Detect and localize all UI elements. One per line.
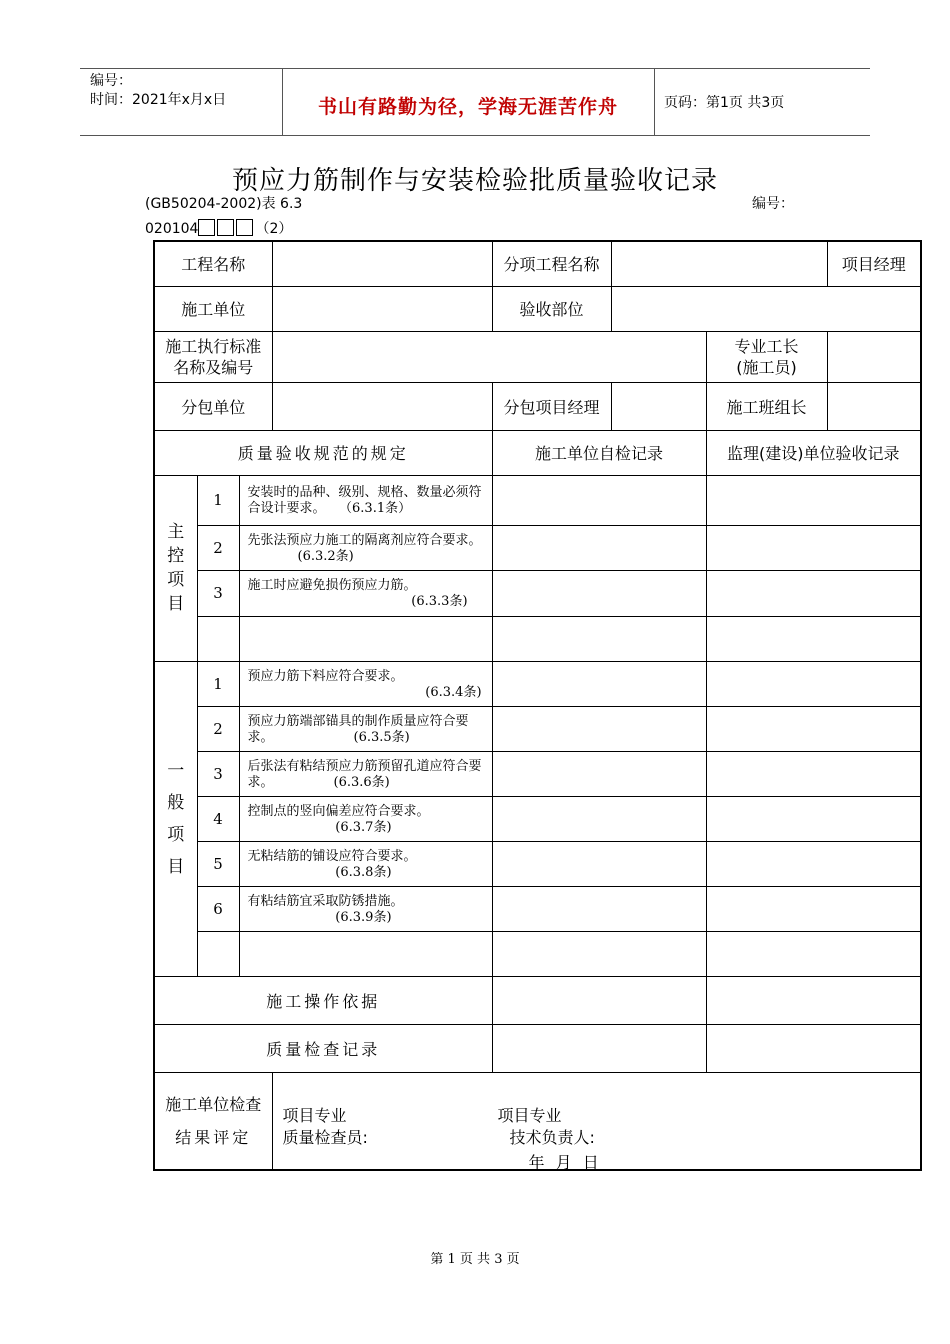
supervision-cell[interactable] bbox=[706, 525, 921, 570]
requirement-text: 先张法预应力施工的隔离剂应符合要求。 bbox=[247, 532, 482, 548]
label-operation-basis: 施工操作依据 bbox=[154, 976, 492, 1024]
item-requirement bbox=[239, 886, 492, 931]
self-check-cell[interactable] bbox=[492, 931, 706, 976]
acceptance-form-table bbox=[153, 240, 922, 1171]
label-line: 技术负责人: bbox=[509, 1127, 595, 1147]
label-line: 名称及编号 bbox=[173, 357, 254, 377]
value-sub-manager[interactable] bbox=[611, 382, 706, 430]
label-line: 施工执行标准 bbox=[165, 336, 262, 356]
standard-ref: (GB50204-2002)表 6.3 bbox=[145, 196, 303, 212]
header-number-label: 编号： bbox=[90, 73, 132, 89]
label-line: (施工员) bbox=[736, 357, 797, 377]
value-project-name[interactable] bbox=[272, 241, 492, 286]
code-box[interactable] bbox=[236, 219, 253, 236]
item-number: 1 bbox=[197, 475, 239, 525]
value-foreman[interactable] bbox=[827, 331, 921, 382]
item-requirement bbox=[239, 525, 492, 570]
header-motto: 书山有路勤为径，学海无涯苦作舟 bbox=[317, 96, 618, 118]
label-sub-manager: 分包项目经理 bbox=[492, 382, 611, 430]
value-operation-basis-supervision[interactable] bbox=[706, 976, 921, 1024]
label-foreman bbox=[706, 331, 827, 382]
supervision-cell[interactable] bbox=[706, 931, 921, 976]
label-char: 项 bbox=[167, 570, 185, 590]
label-char: 主 bbox=[167, 522, 185, 542]
item-number: 4 bbox=[197, 796, 239, 841]
signature-date: 年 月 日 bbox=[528, 1152, 602, 1170]
label-char: 目 bbox=[167, 594, 185, 614]
self-check-cell[interactable] bbox=[492, 570, 706, 616]
item-number: 5 bbox=[197, 841, 239, 886]
item-number-empty bbox=[197, 931, 239, 976]
clause-ref: (6.3.8条) bbox=[335, 864, 392, 880]
self-check-cell[interactable] bbox=[492, 661, 706, 706]
item-requirement bbox=[239, 475, 492, 525]
label-char: 目 bbox=[167, 856, 185, 877]
form-code-suffix: （2） bbox=[255, 221, 293, 237]
value-acceptance-part[interactable] bbox=[611, 286, 921, 331]
header-top-rule bbox=[80, 68, 870, 69]
label-char: 一 bbox=[167, 760, 185, 781]
clause-ref: (6.3.7条) bbox=[335, 819, 392, 835]
label-line: 专业工长 bbox=[734, 336, 799, 356]
item-number-empty bbox=[197, 616, 239, 661]
header-bottom-rule bbox=[80, 135, 870, 136]
supervision-cell[interactable] bbox=[706, 886, 921, 931]
item-number: 3 bbox=[197, 751, 239, 796]
clause-ref: (6.3.4条) bbox=[425, 684, 482, 700]
value-sub-project-name[interactable] bbox=[611, 241, 827, 286]
value-operation-basis[interactable] bbox=[492, 976, 706, 1024]
code-box[interactable] bbox=[198, 219, 215, 236]
self-check-cell[interactable] bbox=[492, 796, 706, 841]
item-requirement bbox=[239, 570, 492, 616]
value-quality-record-supervision[interactable] bbox=[706, 1024, 921, 1072]
requirement-text: 无粘结筋的铺设应符合要求。 bbox=[247, 848, 417, 864]
value-execution-standard[interactable] bbox=[272, 331, 706, 382]
clause-ref: (6.3.2条) bbox=[297, 548, 354, 564]
label-line: 施工单位检查 bbox=[165, 1094, 262, 1114]
requirement-text: 施工时应避免损伤预应力筋。 bbox=[247, 578, 417, 593]
supervision-cell[interactable] bbox=[706, 706, 921, 751]
label-char: 控 bbox=[167, 546, 185, 566]
label-construction-unit: 施工单位 bbox=[154, 286, 272, 331]
item-requirement-empty[interactable] bbox=[239, 616, 492, 661]
label-team-leader: 施工班组长 bbox=[706, 382, 827, 430]
self-check-cell[interactable] bbox=[492, 886, 706, 931]
clause-ref: (6.3.3条) bbox=[411, 594, 468, 609]
section-label-main-items bbox=[154, 475, 197, 661]
self-check-cell[interactable] bbox=[492, 475, 706, 525]
supervision-cell[interactable] bbox=[706, 616, 921, 661]
section-label-general-items bbox=[154, 661, 197, 976]
item-requirement-empty[interactable] bbox=[239, 931, 492, 976]
label-line: 质量检查员: bbox=[282, 1127, 368, 1147]
page-footer: 第 1 页 共 3 页 bbox=[430, 1252, 520, 1267]
form-code-prefix: 020104 bbox=[145, 221, 199, 237]
item-requirement bbox=[239, 661, 492, 706]
requirement-text: 预应力筋下料应符合要求。 bbox=[247, 668, 404, 684]
item-requirement bbox=[239, 706, 492, 751]
form-code bbox=[145, 218, 292, 238]
evaluation-signature-area[interactable] bbox=[272, 1072, 921, 1170]
self-check-cell[interactable] bbox=[492, 841, 706, 886]
supervision-cell[interactable] bbox=[706, 661, 921, 706]
clause-ref: (6.3.5条) bbox=[353, 729, 410, 745]
col-header-supervision: 监理(建设)单位验收记录 bbox=[706, 430, 921, 475]
label-sub-project-name: 分项工程名称 bbox=[492, 241, 611, 286]
item-requirement bbox=[239, 841, 492, 886]
item-requirement bbox=[239, 751, 492, 796]
label-char: 项 bbox=[167, 824, 185, 845]
item-number: 2 bbox=[197, 706, 239, 751]
label-project-manager: 项目经理 bbox=[827, 241, 921, 286]
page-title: 预应力筋制作与安装检验批质量验收记录 bbox=[231, 166, 718, 196]
item-number: 1 bbox=[197, 661, 239, 706]
label-line: 项目专业 bbox=[497, 1105, 562, 1125]
clause-ref: （6.3.1条） bbox=[345, 501, 412, 516]
label-line: 结果评定 bbox=[175, 1127, 252, 1147]
requirement-text: 有粘结筋宜采取防锈措施。 bbox=[247, 893, 404, 909]
self-check-cell[interactable] bbox=[492, 706, 706, 751]
item-requirement bbox=[239, 796, 492, 841]
supervision-cell[interactable] bbox=[706, 751, 921, 796]
supervision-cell[interactable] bbox=[706, 796, 921, 841]
value-quality-record[interactable] bbox=[492, 1024, 706, 1072]
inspector-signature bbox=[283, 1105, 368, 1149]
doc-number-label: 编号： bbox=[752, 196, 794, 212]
col-header-spec: 质量验收规范的规定 bbox=[154, 430, 492, 475]
requirement-text: 预应力筋端部锚具的制作质量应符合要求。 bbox=[247, 713, 469, 745]
requirement-text: 后张法有粘结预应力筋预留孔道应符合要求。 bbox=[247, 758, 482, 790]
code-box[interactable] bbox=[217, 219, 234, 236]
item-number: 2 bbox=[197, 525, 239, 570]
self-check-cell[interactable] bbox=[492, 751, 706, 796]
label-subcontractor: 分包单位 bbox=[154, 382, 272, 430]
label-acceptance-part: 验收部位 bbox=[492, 286, 611, 331]
header-time: 时间：2021年x月x日 bbox=[90, 92, 227, 108]
header-divider bbox=[654, 68, 655, 135]
label-line: 项目专业 bbox=[282, 1105, 347, 1125]
supervision-cell[interactable] bbox=[706, 570, 921, 616]
item-number: 3 bbox=[197, 570, 239, 616]
clause-ref: (6.3.9条) bbox=[335, 909, 392, 925]
supervision-cell[interactable] bbox=[706, 475, 921, 525]
clause-ref: (6.3.6条) bbox=[333, 774, 390, 790]
value-subcontractor[interactable] bbox=[272, 382, 492, 430]
label-evaluation bbox=[154, 1072, 272, 1170]
header-page-info: 页码：第1页 共3页 bbox=[664, 95, 785, 111]
supervision-cell[interactable] bbox=[706, 841, 921, 886]
self-check-cell[interactable] bbox=[492, 525, 706, 570]
requirement-text: 控制点的竖向偏差应符合要求。 bbox=[247, 803, 430, 819]
value-construction-unit[interactable] bbox=[272, 286, 492, 331]
label-char: 般 bbox=[167, 792, 185, 813]
item-number: 6 bbox=[197, 886, 239, 931]
col-header-self-check: 施工单位自检记录 bbox=[492, 430, 706, 475]
value-team-leader[interactable] bbox=[827, 382, 921, 430]
label-project-name: 工程名称 bbox=[154, 241, 272, 286]
label-execution-standard bbox=[154, 331, 272, 382]
requirement-text: 安装时的品种、级别、规格、数量必须符合设计要求。 bbox=[247, 485, 482, 516]
label-quality-record: 质量检查记录 bbox=[154, 1024, 492, 1072]
self-check-cell[interactable] bbox=[492, 616, 706, 661]
tech-lead-signature bbox=[498, 1105, 595, 1149]
